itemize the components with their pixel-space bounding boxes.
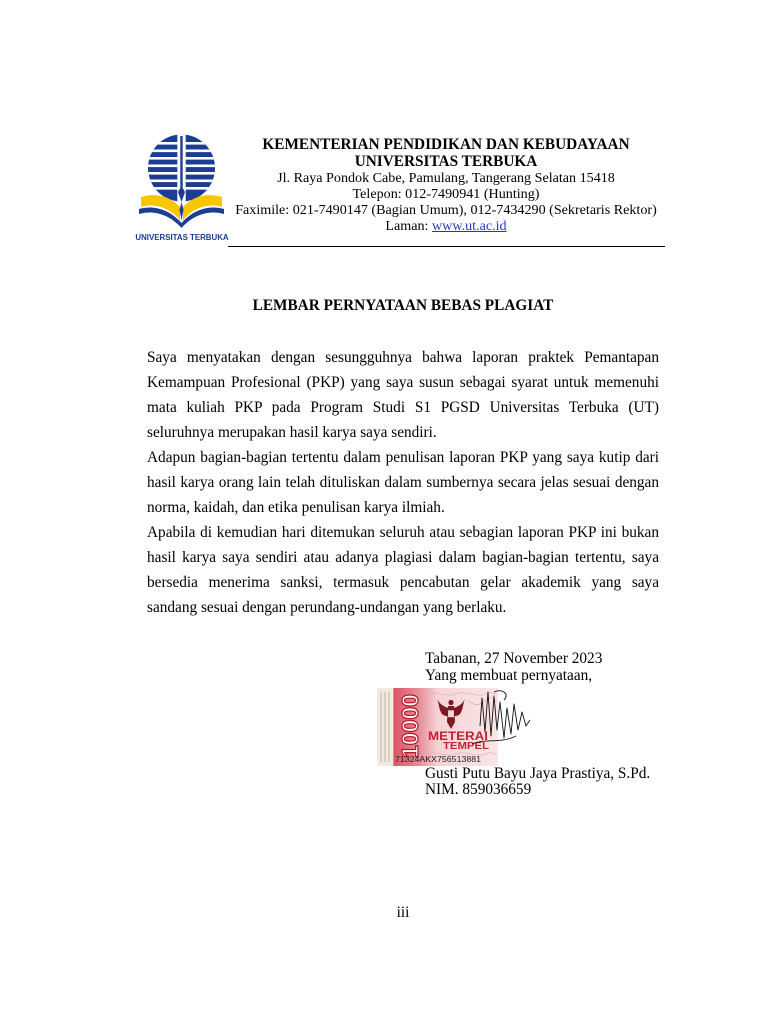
statement-body (147, 345, 659, 621)
body-line: Apabila di kemudian hari ditemukan seluruh atau sebagian laporan PKP ini bukan (147, 524, 659, 542)
signature-header (425, 650, 602, 684)
body-line: hasil karya orang lain telah dituliskan dalam sumbernya secara jelas sesuai dengan (147, 473, 659, 491)
place-date: Tabanan, 27 November 2023 (425, 649, 603, 667)
paragraph (147, 445, 659, 520)
body-line: Saya menyatakan dengan sesungguhnya bahwa laporan praktek Pemantapan (147, 348, 659, 366)
paragraph (147, 345, 659, 445)
address-line: Jl. Raya Pondok Cabe, Pamulang, Tangerang Selatan 15418 (277, 170, 615, 186)
body-line: sandang sesuai dengan perundang-undangan yang berlaku. (147, 599, 507, 617)
signer-name: Gusti Putu Bayu Jaya Prastiya, S.Pd. (425, 764, 651, 782)
website-link[interactable]: www.ut.ac.id (431, 218, 507, 234)
website-label: Laman: (385, 218, 429, 234)
ministry-name: KEMENTERIAN PENDIDIKAN DAN KEBUDAYAAN (262, 136, 630, 153)
document-title: LEMBAR PERNYATAAN BEBAS PLAGIAT (252, 297, 554, 314)
logo-caption: UNIVERSITAS TERBUKA (135, 233, 229, 242)
body-line: seluruhnya merupakan hasil karya saya sendiri. (147, 423, 437, 441)
website-line (226, 218, 666, 234)
page-number: iii (396, 904, 410, 921)
signer-details (425, 766, 650, 799)
letterhead (226, 136, 666, 234)
phone-line: Telepon: 012-7490941 (Hunting) (352, 186, 540, 202)
signer-nim: NIM. 859036659 (425, 781, 532, 798)
university-name: UNIVERSITAS TERBUKA (354, 153, 538, 170)
letterhead-divider (228, 246, 665, 247)
body-line: bersedia menerima sanksi, termasuk pencabutan gelar akademik yang saya (147, 574, 659, 592)
stamp-denomination: 10000 (397, 694, 423, 758)
paragraph (147, 520, 659, 620)
stamp-serial: 71324AKX756513881 (395, 754, 482, 764)
stamp-label-top: METERAI (428, 731, 488, 743)
body-line: mata kuliah PKP pada Program Studi S1 PGSD Universitas Terbuka (UT) (147, 398, 659, 416)
body-line: Adapun bagian-bagian tertentu dalam penulisan laporan PKP yang saya kutip dari (147, 448, 659, 466)
body-line: hasil karya saya sendiri atau adanya plagiasi dalam bagian-bagian tertentu, saya (147, 549, 659, 567)
signer-statement: Yang membuat pernyataan, (425, 666, 593, 684)
stamp-label-bottom: TEMPEL (443, 740, 490, 752)
meterai-stamp (376, 686, 532, 768)
body-line: norma, kaidah, dan etika penulisan karya ilmiah. (147, 499, 445, 517)
fax-line: Faximile: 021-7490147 (Bagian Umum), 012-7434290 (Sekretaris Rektor) (235, 202, 657, 218)
body-line: Kemampuan Profesional (PKP) yang saya susun sebagai syarat untuk memenuhi (147, 373, 659, 391)
universitas-terbuka-logo-icon (133, 130, 233, 245)
